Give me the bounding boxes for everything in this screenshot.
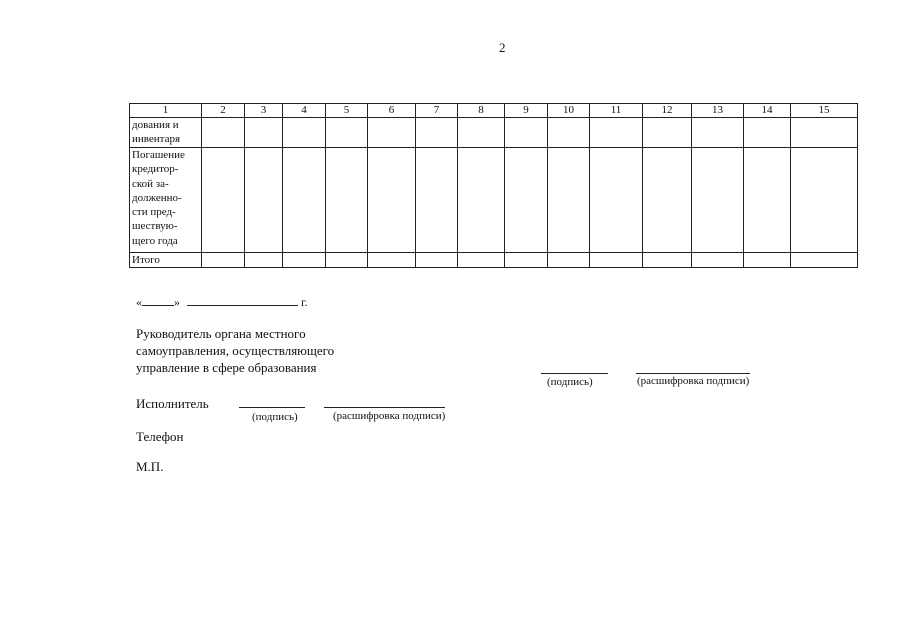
open-quote: « bbox=[136, 295, 142, 309]
column-number: 5 bbox=[326, 104, 368, 118]
head-title bbox=[136, 325, 334, 376]
row-label-line: щего года bbox=[132, 234, 178, 247]
head-title-line: самоуправления, осуществляющего bbox=[136, 343, 335, 358]
column-number: 13 bbox=[692, 104, 744, 118]
head-signature-caption: (подпись) bbox=[547, 376, 593, 388]
head-decode-line bbox=[636, 373, 750, 374]
head-signature-line bbox=[541, 373, 608, 374]
table-row bbox=[130, 118, 858, 148]
column-number: 15 bbox=[791, 104, 858, 118]
row-label-line: долженно- bbox=[132, 191, 182, 204]
close-quote: » bbox=[174, 295, 180, 309]
report-table bbox=[129, 103, 858, 268]
executor-label: Исполнитель bbox=[136, 396, 209, 411]
column-number: 4 bbox=[283, 104, 326, 118]
table-row-total bbox=[130, 253, 858, 268]
table-header-row bbox=[130, 104, 858, 118]
page-number: 2 bbox=[499, 40, 506, 55]
row-label-line: инвентаря bbox=[132, 133, 181, 146]
row-label-line: довaния и bbox=[132, 119, 179, 131]
row-label-line: шествую- bbox=[132, 220, 178, 233]
date-line bbox=[136, 295, 308, 310]
column-number: 7 bbox=[416, 104, 458, 118]
year-suffix: г. bbox=[301, 295, 308, 309]
row-label bbox=[130, 148, 202, 253]
column-number: 11 bbox=[590, 104, 643, 118]
column-number: 1 bbox=[130, 104, 202, 118]
column-number: 8 bbox=[458, 104, 505, 118]
executor-decode-line bbox=[324, 407, 445, 408]
column-number: 3 bbox=[245, 104, 283, 118]
row-label-line: кредитор- bbox=[132, 163, 179, 176]
row-label-line: сти пред- bbox=[132, 206, 176, 219]
row-label-line: Погашение bbox=[132, 149, 185, 161]
stamp-label: М.П. bbox=[136, 459, 164, 474]
table-row bbox=[130, 148, 858, 253]
phone-label: Телефон bbox=[136, 429, 184, 444]
column-number: 14 bbox=[744, 104, 791, 118]
column-number: 2 bbox=[202, 104, 245, 118]
head-title-line: Руководитель органа местного bbox=[136, 326, 306, 341]
row-label bbox=[130, 118, 202, 148]
head-decode-caption: (расшифровка подписи) bbox=[637, 375, 750, 387]
head-title-line: управление в сфере образования bbox=[136, 360, 317, 375]
column-number: 6 bbox=[368, 104, 416, 118]
executor-signature-caption: (подпись) bbox=[252, 411, 298, 423]
executor-decode-caption: (расшифровка подписи) bbox=[333, 410, 446, 422]
column-number: 10 bbox=[548, 104, 590, 118]
row-label-line: ской за- bbox=[132, 177, 169, 190]
column-number: 12 bbox=[643, 104, 692, 118]
row-label: Итого bbox=[130, 253, 202, 268]
column-number: 9 bbox=[505, 104, 548, 118]
executor-signature-line bbox=[239, 407, 305, 408]
